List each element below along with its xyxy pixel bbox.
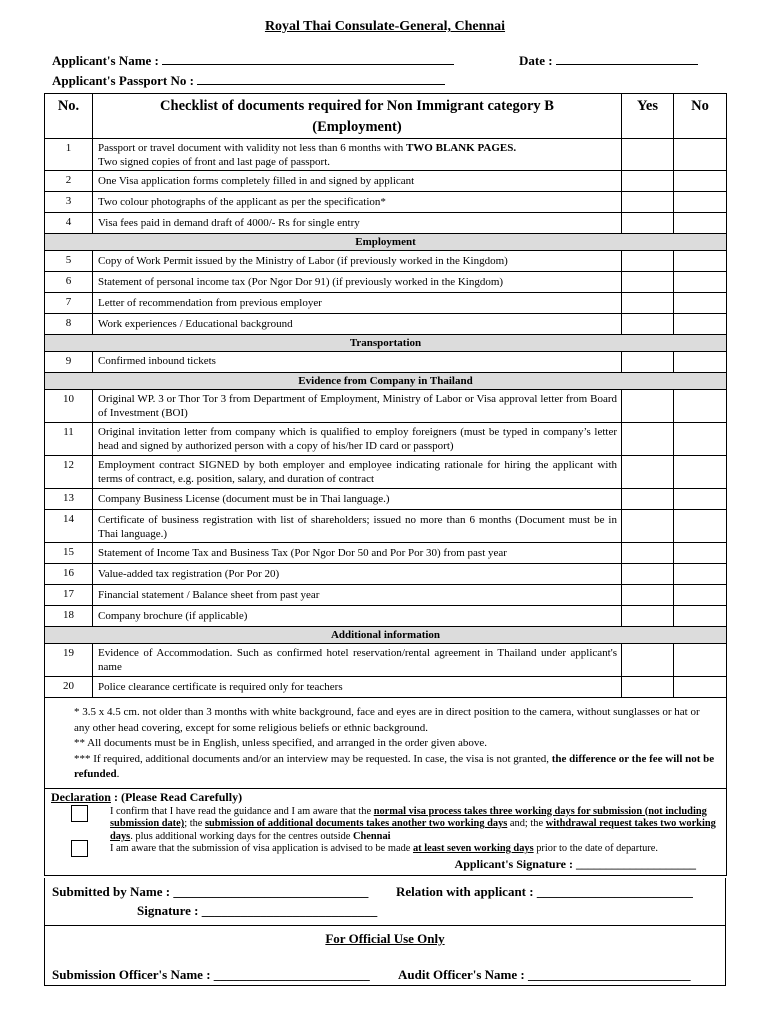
yes-cell[interactable] xyxy=(622,272,674,293)
table-row xyxy=(45,314,727,335)
row-description: Original invitation letter from company which is qualified to employ foreigners (must be typed in company’s letter head and signed by authorized person with a copy of his/her ID card or passport) xyxy=(93,423,622,456)
submission-officer-field[interactable]: Submission Officer's Name : ________________________ xyxy=(52,967,370,982)
row-number: 16 xyxy=(45,564,93,585)
table-row xyxy=(45,489,727,510)
table-row xyxy=(45,192,727,213)
no-cell[interactable] xyxy=(674,251,727,272)
no-cell[interactable] xyxy=(674,171,727,192)
yes-cell[interactable] xyxy=(622,456,674,489)
declaration-checkbox-1[interactable] xyxy=(71,805,88,822)
yes-cell[interactable] xyxy=(622,564,674,585)
yes-cell[interactable] xyxy=(622,543,674,564)
yes-cell[interactable] xyxy=(622,139,674,171)
declaration-label-rest: : (Please Read Carefully) xyxy=(110,789,243,804)
row-number: 7 xyxy=(45,293,93,314)
row-description: Original WP. 3 or Thor Tor 3 from Department of Employment, Ministry of Labor or Visa approval letter from Board of Investment (BOI) xyxy=(93,390,622,423)
row-description: Copy of Work Permit issued by the Ministry of Labor (if previously worked in the Kingdom) xyxy=(93,251,622,272)
no-cell[interactable] xyxy=(674,510,727,543)
row-description: Value-added tax registration (Por Por 20) xyxy=(93,564,622,585)
no-cell[interactable] xyxy=(674,293,727,314)
col-no-header: No. xyxy=(45,94,93,139)
applicant-name-label: Applicant's Name : xyxy=(52,53,159,68)
row-description xyxy=(93,139,622,171)
yes-cell[interactable] xyxy=(622,192,674,213)
date-row xyxy=(519,53,698,69)
table-header xyxy=(45,94,727,139)
no-cell[interactable] xyxy=(674,139,727,171)
row-number: 6 xyxy=(45,272,93,293)
row-number: 10 xyxy=(45,390,93,423)
table-row xyxy=(45,423,727,456)
yes-cell[interactable] xyxy=(622,677,674,698)
row-text: Passport or travel document with validity not less than 6 months with xyxy=(98,142,406,154)
col-no-answer-header: No xyxy=(674,94,727,139)
table-row xyxy=(45,677,727,698)
yes-cell[interactable] xyxy=(622,314,674,335)
row-number: 14 xyxy=(45,510,93,543)
col-title-line1: Checklist of documents required for Non Immigrant category B xyxy=(160,98,554,114)
decl-text: I confirm that I have read the guidance and I am aware that the xyxy=(110,805,374,817)
notes-row xyxy=(45,698,727,789)
table-row xyxy=(45,293,727,314)
row-description: Letter of recommendation from previous employer xyxy=(93,293,622,314)
decl-text: and; the xyxy=(507,818,546,829)
decl-text-bold: submission of additional documents takes another two working days xyxy=(204,818,508,829)
yes-cell[interactable] xyxy=(622,390,674,423)
row-description: Two colour photographs of the applicant as per the specification* xyxy=(93,192,622,213)
row-number: 8 xyxy=(45,314,93,335)
yes-cell[interactable] xyxy=(622,352,674,373)
row-number: 1 xyxy=(45,139,93,171)
no-cell[interactable] xyxy=(674,644,727,677)
yes-cell[interactable] xyxy=(622,171,674,192)
declaration-title xyxy=(51,791,720,804)
table-row xyxy=(45,510,727,543)
no-cell[interactable] xyxy=(674,606,727,627)
submitter-signature-field[interactable]: Signature : ___________________________ xyxy=(137,903,378,918)
table-row xyxy=(45,390,727,423)
col-yes-header: Yes xyxy=(622,94,674,139)
row-number: 5 xyxy=(45,251,93,272)
declaration-checkbox-2[interactable] xyxy=(71,840,88,857)
passport-label: Applicant's Passport No : xyxy=(52,73,194,88)
decl-text: . plus additional working days for the centres outside xyxy=(130,830,353,842)
note-text: *** If required, additional documents and/or an interview may be requested. In case, the visa is not granted, xyxy=(74,752,552,765)
relation-field[interactable]: Relation with applicant : ________________________ xyxy=(396,884,693,899)
yes-cell[interactable] xyxy=(622,585,674,606)
yes-cell[interactable] xyxy=(622,423,674,456)
section-header-transportation xyxy=(45,335,727,352)
declaration-item-2 xyxy=(51,843,720,856)
passport-row xyxy=(52,73,445,89)
row-description: Evidence of Accommodation. Such as confirmed hotel reservation/rental agreement in Thailand under applicant's name xyxy=(93,644,622,677)
table-row xyxy=(45,213,727,234)
no-cell[interactable] xyxy=(674,564,727,585)
table-row xyxy=(45,352,727,373)
submitted-by-field[interactable]: Submitted by Name : ______________________________ xyxy=(52,884,369,899)
no-cell[interactable] xyxy=(674,272,727,293)
table-row xyxy=(45,644,727,677)
yes-cell[interactable] xyxy=(622,293,674,314)
section-header-additional xyxy=(45,627,727,644)
no-cell[interactable] xyxy=(674,677,727,698)
table-row xyxy=(45,564,727,585)
row-number: 9 xyxy=(45,352,93,373)
yes-cell[interactable] xyxy=(622,251,674,272)
audit-officer-field[interactable]: Audit Officer's Name : _________________________ xyxy=(398,967,691,982)
decl-text-bold: at least seven working days xyxy=(412,843,534,854)
row-number: 11 xyxy=(45,423,93,456)
passport-field[interactable] xyxy=(197,74,445,85)
date-label: Date : xyxy=(519,53,553,68)
row-text-bold: TWO BLANK PAGES. xyxy=(405,142,517,154)
table-row xyxy=(45,171,727,192)
checklist-table xyxy=(44,93,727,876)
note-english: ** All documents must be in English, unless specified, and arranged in the order given above. xyxy=(74,737,488,749)
section-header-employment xyxy=(45,234,727,251)
no-cell[interactable] xyxy=(674,314,727,335)
yes-cell[interactable] xyxy=(622,606,674,627)
section-title: Transportation xyxy=(45,335,727,352)
table-row xyxy=(45,543,727,564)
yes-cell[interactable] xyxy=(622,644,674,677)
note-text-bold: the difference or the fee will not be refunded xyxy=(74,752,715,780)
declaration-row xyxy=(45,788,727,875)
col-title-header xyxy=(93,94,622,139)
row-description: Financial statement / Balance sheet from past year xyxy=(93,585,622,606)
row-description: Statement of Income Tax and Business Tax (Por Ngor Dor 50 and Por Por 30) from past year xyxy=(93,543,622,564)
row-number: 15 xyxy=(45,543,93,564)
yes-cell[interactable] xyxy=(622,510,674,543)
note-additional xyxy=(74,752,716,783)
row-number: 13 xyxy=(45,489,93,510)
no-cell[interactable] xyxy=(674,423,727,456)
official-use-title: For Official Use Only xyxy=(325,931,445,946)
note-photo-spec: * 3.5 x 4.5 cm. not older than 3 months with white background, face and eyes are in direct position to the camera, without sunglasses or hat or any other head covering, except for some religious beliefs or ethnic background. xyxy=(74,706,700,734)
yes-cell[interactable] xyxy=(622,489,674,510)
section-title: Employment xyxy=(45,234,727,251)
no-cell[interactable] xyxy=(674,456,727,489)
declaration-label: Declaration xyxy=(51,789,111,804)
decl-text: I am aware that the submission of visa application is advised to be made xyxy=(110,843,413,854)
decl-text-bold: Chennai xyxy=(353,830,391,842)
declaration-cell xyxy=(45,788,727,875)
row-number: 19 xyxy=(45,644,93,677)
no-cell[interactable] xyxy=(674,390,727,423)
table-row xyxy=(45,585,727,606)
row-description: Company brochure (if applicable) xyxy=(93,606,622,627)
date-field[interactable] xyxy=(556,54,698,65)
table-row xyxy=(45,456,727,489)
applicant-name-row xyxy=(52,53,454,69)
row-number: 3 xyxy=(45,192,93,213)
no-cell[interactable] xyxy=(674,543,727,564)
no-cell[interactable] xyxy=(674,489,727,510)
section-header-evidence xyxy=(45,373,727,390)
no-cell[interactable] xyxy=(674,192,727,213)
table-row xyxy=(45,139,727,171)
row-description: Police clearance certificate is required only for teachers xyxy=(93,677,622,698)
declaration-item-1 xyxy=(51,806,720,844)
table-row xyxy=(45,251,727,272)
decl-text-bold: withdrawal request takes two working days xyxy=(110,818,716,842)
no-cell[interactable] xyxy=(674,213,727,234)
row-number: 4 xyxy=(45,213,93,234)
row-description: Visa fees paid in demand draft of 4000/- Rs for single entry xyxy=(93,213,622,234)
applicant-name-field[interactable] xyxy=(162,54,454,65)
divider xyxy=(45,925,725,926)
applicant-signature: Applicant's Signature : ____________________ xyxy=(454,856,696,871)
row-description: One Visa application forms completely filled in and signed by applicant xyxy=(93,171,622,192)
col-title-line2: (Employment) xyxy=(312,119,402,135)
document-title: Royal Thai Consulate-General, Chennai xyxy=(264,19,506,34)
row-number: 17 xyxy=(45,585,93,606)
row-text: Two signed copies of front and last page of passport. xyxy=(98,156,331,168)
row-description: Confirmed inbound tickets xyxy=(93,352,622,373)
row-number: 20 xyxy=(45,677,93,698)
section-title: Additional information xyxy=(45,627,727,644)
decl-text: prior to the date of departure. xyxy=(533,843,658,854)
row-number: 12 xyxy=(45,456,93,489)
decl-text: ; the xyxy=(184,818,205,829)
row-description: Certificate of business registration with list of shareholders; issued no more than 6 months (Document must be in Thai language.) xyxy=(93,510,622,543)
row-number: 2 xyxy=(45,171,93,192)
row-description: Work experiences / Educational background xyxy=(93,314,622,335)
no-cell[interactable] xyxy=(674,352,727,373)
yes-cell[interactable] xyxy=(622,213,674,234)
no-cell[interactable] xyxy=(674,585,727,606)
table-row xyxy=(45,606,727,627)
notes-cell xyxy=(45,698,727,789)
table-row xyxy=(45,272,727,293)
decl-text-bold: normal visa process takes three working days for submission (not including submission date) xyxy=(110,805,707,829)
row-description: Statement of personal income tax (Por Ngor Dor 91) (if previously worked in the Kingdom) xyxy=(93,272,622,293)
row-number: 18 xyxy=(45,606,93,627)
section-title: Evidence from Company in Thailand xyxy=(45,373,727,390)
note-text: . xyxy=(116,768,120,780)
row-description: Company Business License (document must be in Thai language.) xyxy=(93,489,622,510)
row-description: Employment contract SIGNED by both employer and employee indicating rationale for hiring the applicant with terms of contract, e.g. position, salary, and duration of contract xyxy=(93,456,622,489)
